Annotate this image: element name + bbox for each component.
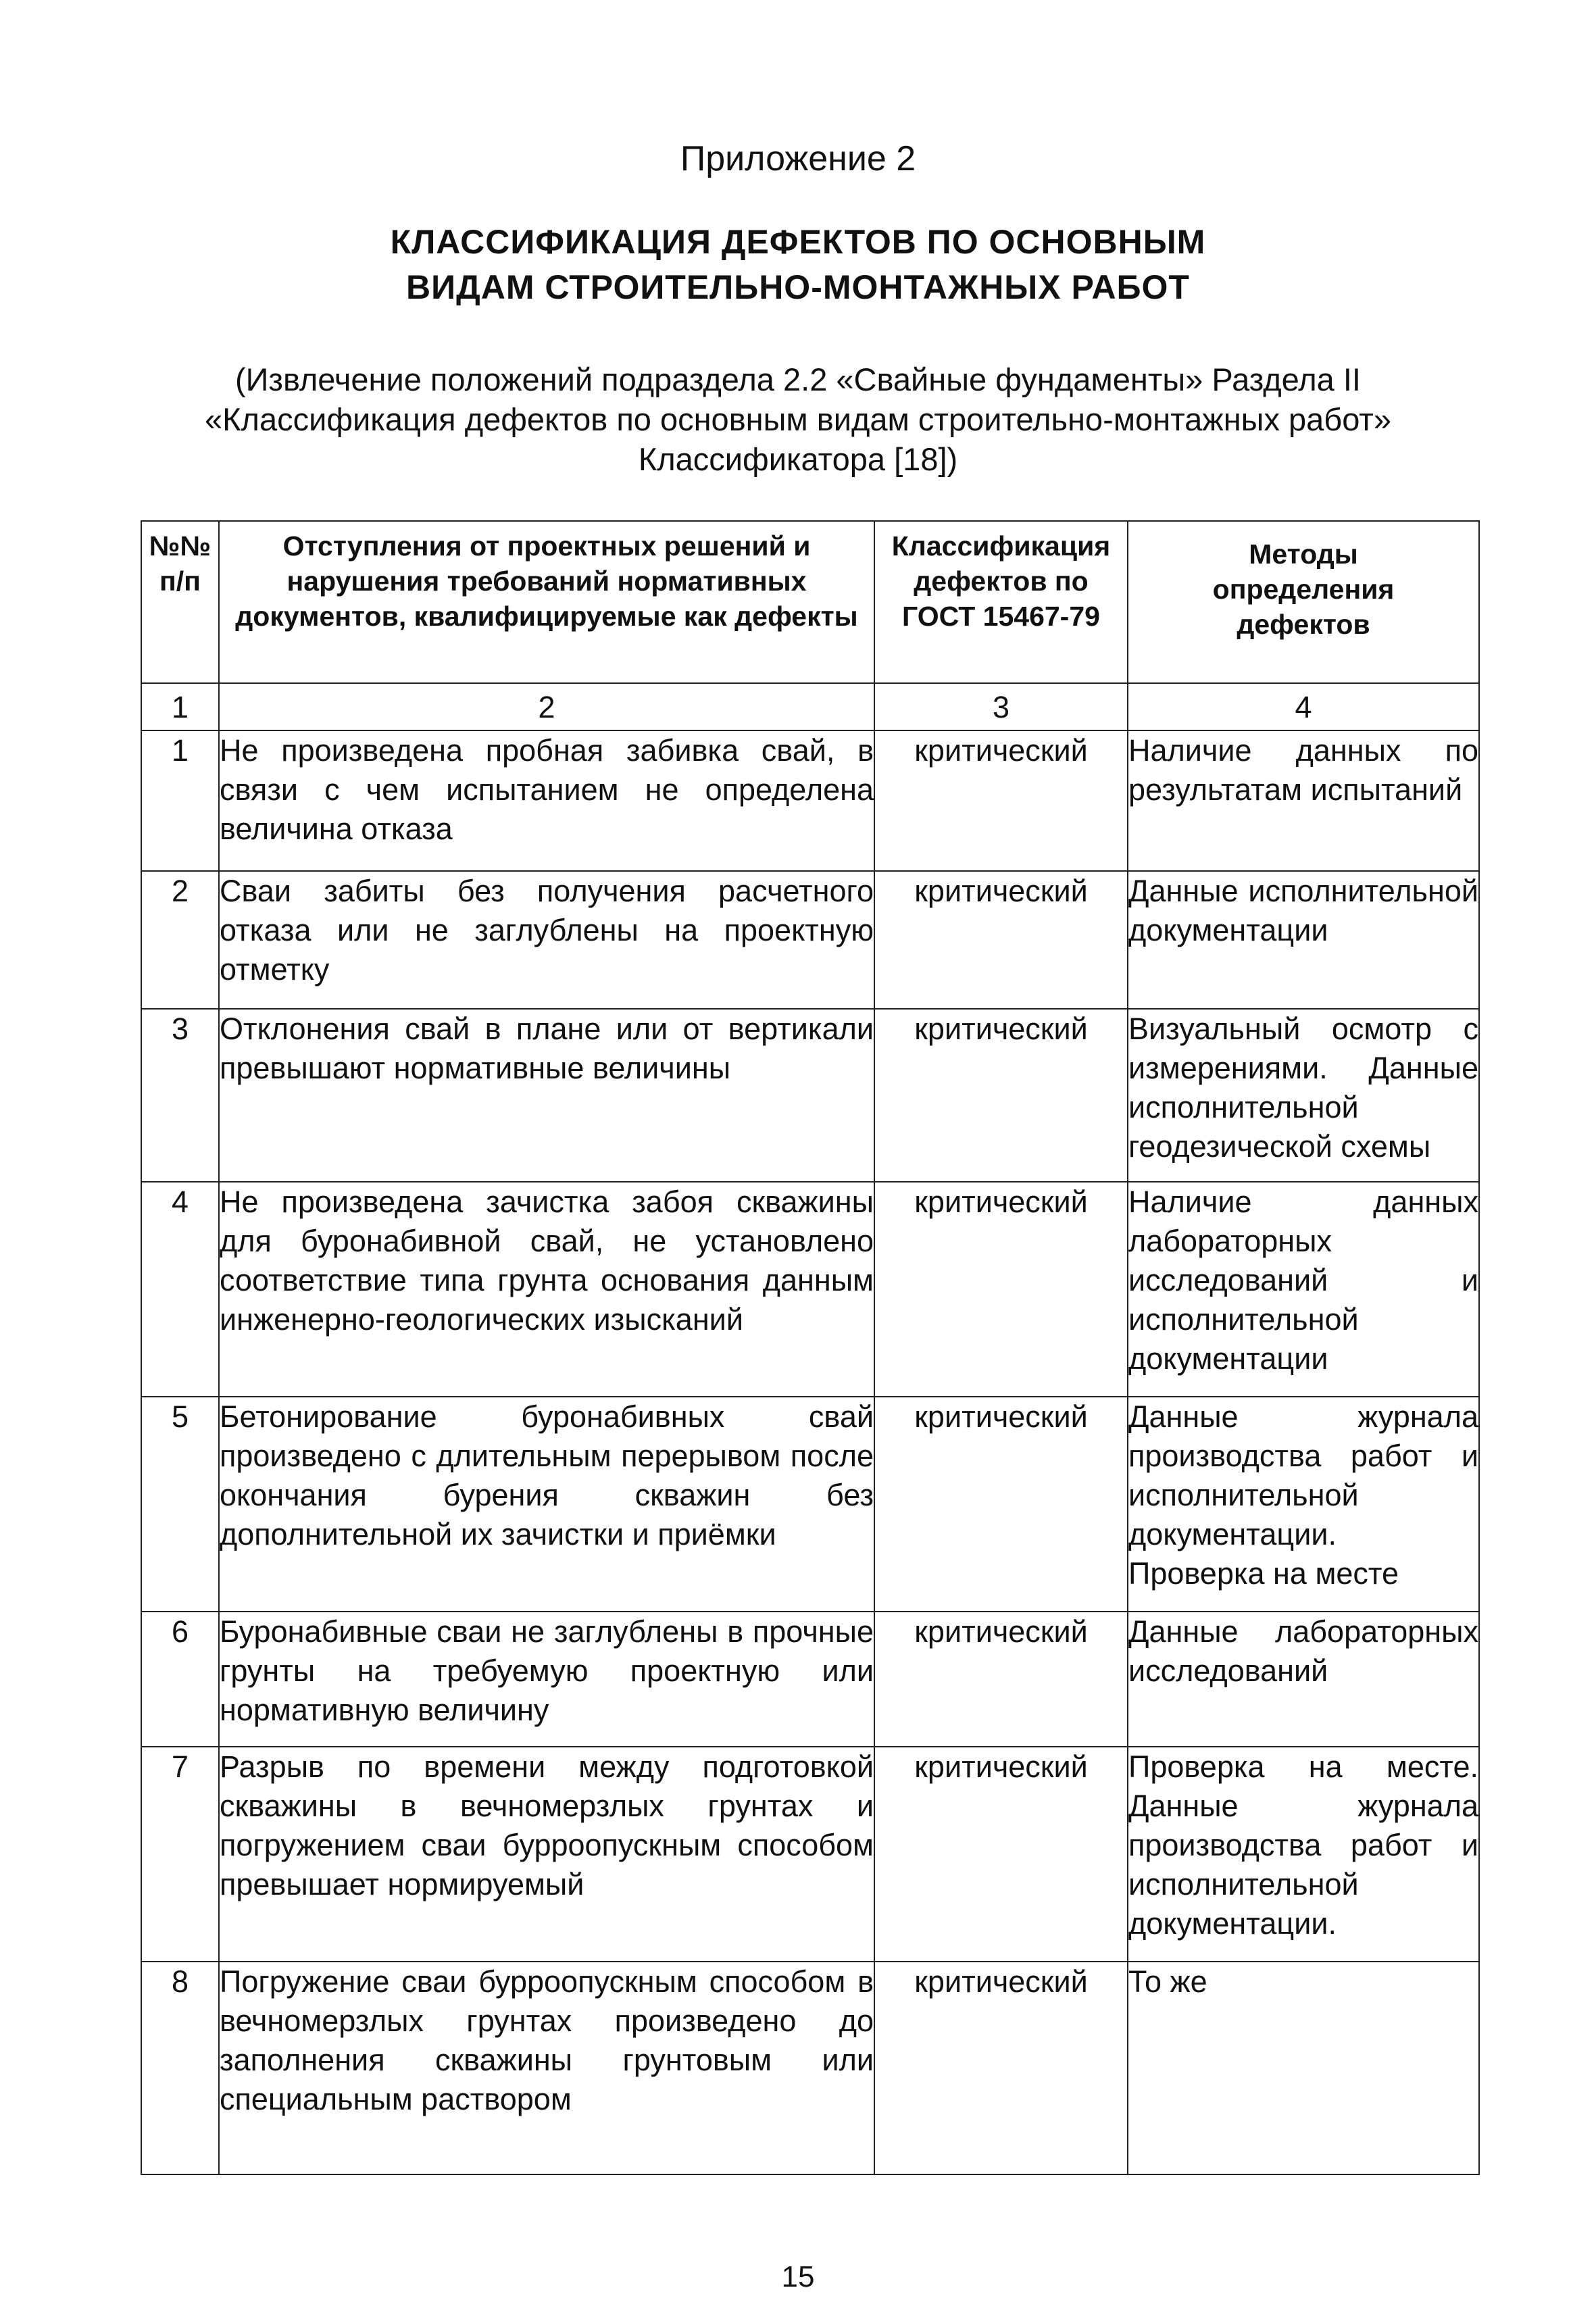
- column-number-row: [141, 683, 1479, 730]
- row-classification: критический: [874, 871, 1128, 1009]
- column-number: 4: [1128, 683, 1479, 730]
- row-deviation: Погружение сваи бурроопускным способом в вечномерзлых грунтах произведено до заполнения скважины грунтовым или специальным раствором: [219, 1962, 874, 2174]
- column-number: 2: [219, 683, 874, 730]
- appendix-label: Приложение 2: [680, 139, 916, 178]
- row-method: Данные исполнительной документации: [1128, 871, 1479, 1009]
- row-method: Данные журнала производства работ и исполнительной документации. Проверка на месте: [1128, 1397, 1479, 1612]
- row-num: 8: [141, 1962, 219, 2174]
- header-methods: Методы определения дефектов: [1128, 521, 1479, 683]
- row-deviation: Не произведена зачистка забоя скважины для буронабивной свай, не установлено соответствие типа грунта основания данным инженерно-геологических изысканий: [219, 1182, 874, 1397]
- row-deviation: Сваи забиты без получения расчетного отказа или не заглублены на проектную отметку: [219, 871, 874, 1009]
- table-row: [141, 1612, 1479, 1747]
- table-row: [141, 871, 1479, 1009]
- page-number: 15: [781, 2260, 815, 2293]
- table-row: [141, 1962, 1479, 2174]
- header-num: №№ п/п: [141, 521, 219, 683]
- row-deviation: Бетонирование буронабивных свай произведено с длительным перерывом после окончания бурения скважин без дополнительной их зачистки и приёмки: [219, 1397, 874, 1612]
- subtitle-line-1: (Извлечение положений подраздела 2.2 «Свайные фундаменты» Раздела II: [235, 362, 1361, 397]
- table-row: [141, 1747, 1479, 1962]
- header-deviation: Отступления от проектных решений и нарушения требований нормативных документов, квалифицируемые как дефекты: [219, 521, 874, 683]
- row-num: 1: [141, 730, 219, 871]
- document-title: [0, 220, 1596, 310]
- row-num: 2: [141, 871, 219, 1009]
- row-method: Данные лабораторных исследований: [1128, 1612, 1479, 1747]
- defects-table: [141, 520, 1480, 2175]
- row-method: То же: [1128, 1962, 1479, 2174]
- document-subtitle: [0, 359, 1596, 479]
- row-classification: критический: [874, 1962, 1128, 2174]
- table-header-row: [141, 521, 1479, 683]
- column-number: 1: [141, 683, 219, 730]
- row-classification: критический: [874, 730, 1128, 871]
- header-classification: Классификация дефектов по ГОСТ 15467-79: [874, 521, 1128, 683]
- subtitle-line-3: Классификатора [18]): [638, 441, 958, 477]
- title-line-1: КЛАССИФИКАЦИЯ ДЕФЕКТОВ ПО ОСНОВНЫМ: [390, 223, 1206, 261]
- row-num: 6: [141, 1612, 219, 1747]
- row-method: Наличие данных по результатам испытаний: [1128, 730, 1479, 871]
- subtitle-line-2: «Классификация дефектов по основным видам строительно-монтажных работ»: [205, 401, 1391, 437]
- row-num: 4: [141, 1182, 219, 1397]
- column-number: 3: [874, 683, 1128, 730]
- row-deviation: Разрыв по времени между подготовкой скважины в вечномерзлых грунтах и погружением сваи бурроопускным способом превышает нормируемый: [219, 1747, 874, 1962]
- row-deviation: Отклонения свай в плане или от вертикали превышают нормативные величины: [219, 1009, 874, 1182]
- row-method: Визуальный осмотр с измерениями. Данные исполнительной геодезической схемы: [1128, 1009, 1479, 1182]
- row-classification: критический: [874, 1182, 1128, 1397]
- row-deviation: Буронабивные сваи не заглублены в прочные грунты на требуемую проектную или нормативную величину: [219, 1612, 874, 1747]
- row-num: 5: [141, 1397, 219, 1612]
- row-classification: критический: [874, 1747, 1128, 1962]
- title-line-2: ВИДАМ СТРОИТЕЛЬНО-МОНТАЖНЫХ РАБОТ: [406, 268, 1190, 306]
- row-method: Наличие данных лабораторных исследований и исполнительной документации: [1128, 1182, 1479, 1397]
- row-classification: критический: [874, 1612, 1128, 1747]
- table-row: [141, 730, 1479, 871]
- row-method: Проверка на месте. Данные журнала производства работ и исполнительной документации.: [1128, 1747, 1479, 1962]
- table-row: [141, 1009, 1479, 1182]
- row-num: 3: [141, 1009, 219, 1182]
- row-classification: критический: [874, 1397, 1128, 1612]
- row-num: 7: [141, 1747, 219, 1962]
- table-row: [141, 1182, 1479, 1397]
- row-deviation: Не произведена пробная забивка свай, в связи с чем испытанием не определена величина отказа: [219, 730, 874, 871]
- table-row: [141, 1397, 1479, 1612]
- row-classification: критический: [874, 1009, 1128, 1182]
